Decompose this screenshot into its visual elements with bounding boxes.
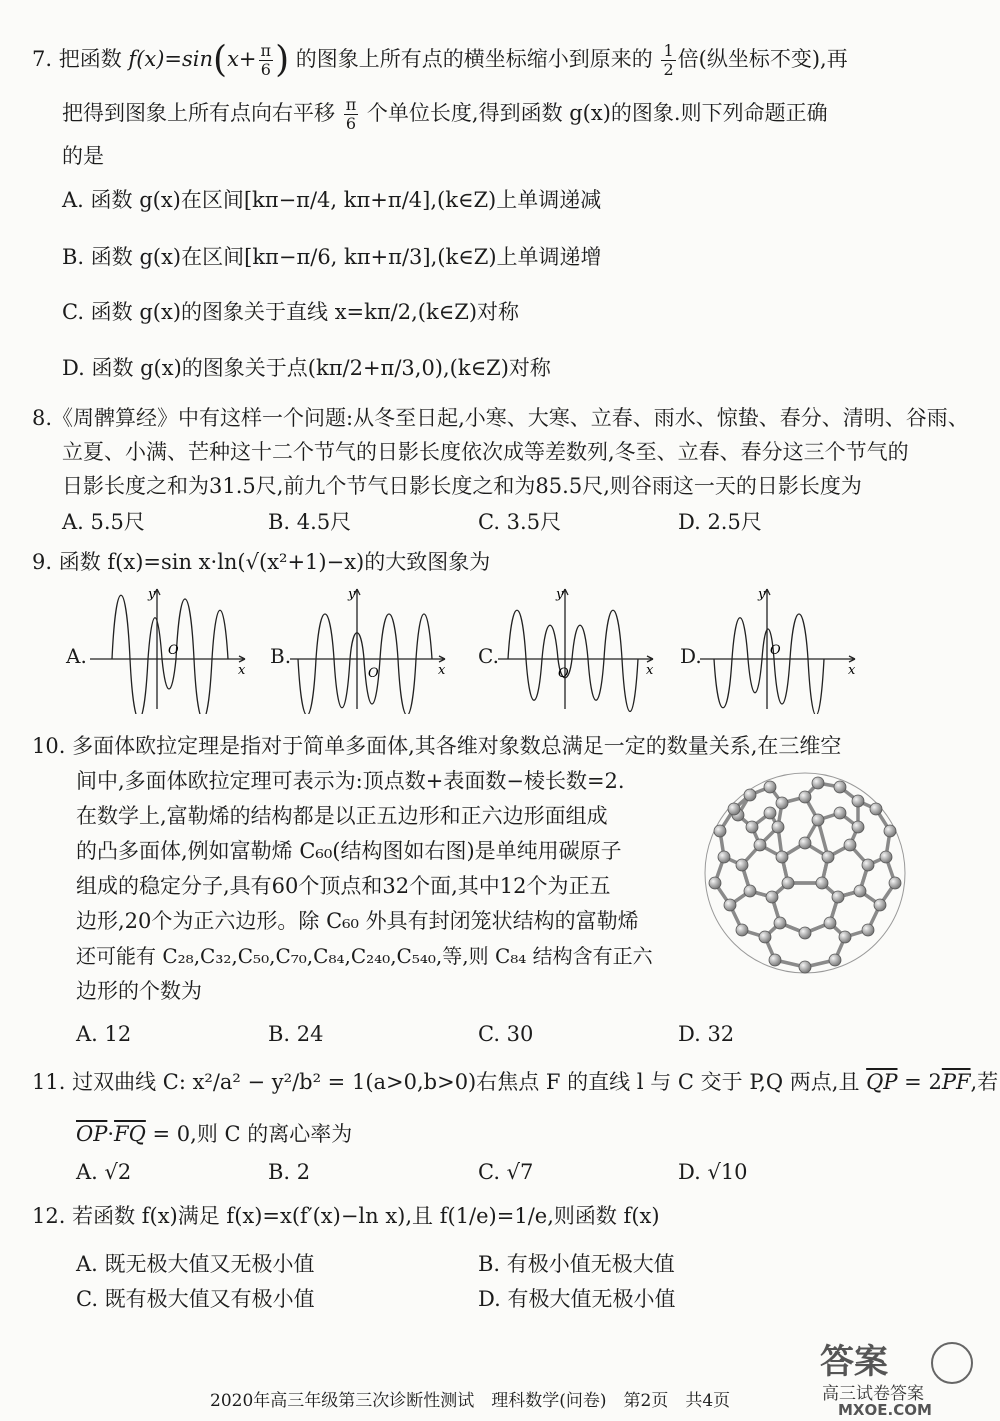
q7-paren-open: ( — [213, 39, 228, 81]
q9-a-axis-x: x — [238, 663, 246, 678]
q12-option-d: D. 有极大值无极小值 — [478, 1287, 676, 1311]
q7-number: 7. — [32, 47, 53, 71]
q9-c-origin: O — [558, 666, 569, 681]
watermark-text-1: 答案 — [820, 1342, 888, 1382]
q8-line-3: 日影长度之和为31.5尺,前九个节气日影长度之和为85.5尺,则谷雨这一天的日影长度为 — [62, 474, 862, 498]
q10-line-3: 在数学上,富勒烯的结构都是以正五边形和正六边形面组成 — [76, 804, 608, 828]
q7-text-1a: 把函数 — [58, 47, 122, 71]
q11-vector-fq: $\overline{FQ}$ — [114, 1122, 146, 1146]
q9-b-origin: O — [368, 666, 379, 681]
q8-option-c: C. 3.5尺 — [478, 510, 562, 534]
q11-vector-pf: $\overline{PF}$ — [941, 1070, 971, 1094]
q9-d-axis-x: x — [848, 663, 856, 678]
q12-option-a: A. 既无极大值又无极小值 — [76, 1252, 315, 1276]
q9-a-origin: O — [168, 643, 179, 658]
q9-c-axis-y: y — [556, 587, 564, 602]
watermark-text-3: MXQE.COM — [838, 1401, 932, 1415]
q9-label-c: C. — [478, 644, 499, 668]
q8-option-a: A. 5.5尺 — [62, 510, 145, 534]
watermark-logo — [800, 1335, 980, 1415]
q11-option-b: B. 2 — [268, 1160, 311, 1184]
q7-line-1 — [32, 39, 848, 81]
q10-line-1: 10. 多面体欧拉定理是指对于简单多面体,其各维对象数总满足一定的数量关系,在三维空 — [32, 734, 842, 758]
q7-func: f(x)=sin — [128, 47, 214, 71]
q11-option-a: A. √2 — [76, 1160, 132, 1184]
q10-line-8: 边形的个数为 — [76, 979, 202, 1003]
q9-label-d: D. — [680, 644, 702, 668]
fullerene-image — [690, 765, 920, 984]
q11-text-1: 11. 过双曲线 C: x²/a² − y²/b² = 1(a>0,b>0)右焦点 F 的直线 l 与 C 交于 P,Q 两点,且 — [32, 1070, 860, 1094]
q11-line-1 — [32, 1068, 998, 1096]
q7-option-b: B. 函数 g(x)在区间[kπ−π/6, kπ+π/3],(k∈Z)上单调递增 — [62, 245, 602, 269]
q11-vector-qp: $\overline{QP}$ — [866, 1070, 898, 1094]
q10-option-d: D. 32 — [678, 1022, 735, 1046]
q7-inner: x+ — [227, 47, 257, 71]
q7-line-3: 的是 — [62, 144, 104, 168]
q8-line-1: 8.《周髀算经》中有这样一个问题:从冬至日起,小寒、大寒、立春、雨水、惊蛰、春分、清明、谷雨、 — [32, 406, 969, 430]
q10-option-c: C. 30 — [478, 1022, 534, 1046]
q7-option-c: C. 函数 g(x)的图象关于直线 x=kπ/2,(k∈Z)对称 — [62, 300, 520, 324]
q9-label-b: B. — [270, 644, 292, 668]
q9-b-axis-x: x — [438, 663, 446, 678]
q9-graph-d — [700, 584, 860, 714]
q11-text-2: = 0,则 C 的离心率为 — [145, 1122, 353, 1146]
q7-option-d: D. 函数 g(x)的图象关于点(kπ/2+π/3,0),(k∈Z)对称 — [62, 356, 551, 380]
q11-tail: ,若 — [970, 1070, 999, 1094]
q9-graph-a — [90, 584, 250, 714]
q11-line-2 — [76, 1120, 352, 1148]
q7-half: $\frac{1}{2}$ — [663, 41, 674, 79]
q7-pi-over-6: $\frac{\pi}{6}$ — [260, 41, 272, 79]
q11-dot: · — [107, 1122, 115, 1146]
q8-option-b: B. 4.5尺 — [268, 510, 352, 534]
q9-label-a: A. — [66, 644, 87, 668]
q12-option-b: B. 有极小值无极大值 — [478, 1252, 675, 1276]
q12-option-c: C. 既有极大值又有极小值 — [76, 1287, 315, 1311]
q10-line-4: 的凸多面体,例如富勒烯 C₆₀(结构图如右图)是单纯用碳原子 — [76, 839, 622, 863]
q12-stem: 12. 若函数 f(x)满足 f(x)=x(f′(x)−ln x),且 f(1/e)=1/e,则函数 f(x) — [32, 1204, 660, 1228]
q11-vector-op: $\overline{OP}$ — [76, 1122, 108, 1146]
q7-paren-close: ) — [275, 39, 290, 81]
q9-b-axis-y: y — [348, 587, 356, 602]
q7-text-2b: 个单位长度,得到函数 g(x)的图象.则下列命题正确 — [366, 101, 828, 125]
q9-a-axis-y: y — [148, 587, 156, 602]
q9-d-axis-y: y — [758, 587, 766, 602]
q9-graph-c — [498, 584, 658, 714]
q11-option-c: C. √7 — [478, 1160, 534, 1184]
page-footer: 2020年高三年级第三次诊断性测试 理科数学(问卷) 第2页 共4页 — [210, 1391, 731, 1411]
q7-text-1b: 的图象上所有点的横坐标缩小到原来的 — [295, 47, 653, 71]
q9-graph-b — [290, 584, 450, 714]
q10-option-a: A. 12 — [76, 1022, 132, 1046]
q9-d-origin: O — [770, 643, 781, 658]
q7-text-2a: 把得到图象上所有点向右平移 — [62, 101, 335, 125]
q8-line-2: 立夏、小满、芒种这十二个节气的日影长度依次成等差数列,冬至、立春、春分这三个节气的 — [62, 440, 909, 464]
q9-c-axis-x: x — [646, 663, 654, 678]
q9-stem: 9. 函数 f(x)=sin x·ln(√(x²+1)−x)的大致图象为 — [32, 550, 491, 574]
q10-line-6: 边形,20个为正六边形。除 C₆₀ 外具有封闭笼状结构的富勒烯 — [76, 909, 639, 933]
q8-option-d: D. 2.5尺 — [678, 510, 762, 534]
q10-option-b: B. 24 — [268, 1022, 324, 1046]
q7-line-2 — [62, 96, 828, 133]
q11-eq1: = 2 — [897, 1070, 942, 1094]
q7-shift: $\frac{\pi}{6}$ — [345, 95, 357, 133]
watermark-text-2: 高三试卷答案 — [822, 1384, 924, 1404]
q11-option-d: D. √10 — [678, 1160, 748, 1184]
q10-line-5: 组成的稳定分子,具有60个顶点和32个面,其中12个为正五 — [76, 874, 611, 898]
q10-line-2: 间中,多面体欧拉定理可表示为:顶点数+表面数−棱长数=2. — [76, 769, 625, 793]
fullerene-atoms — [709, 777, 901, 973]
q7-option-a: A. 函数 g(x)在区间[kπ−π/4, kπ+π/4],(k∈Z)上单调递减 — [62, 188, 602, 212]
q7-text-1c: 倍(纵坐标不变),再 — [677, 47, 848, 71]
q10-line-7: 还可能有 C₂₈,C₃₂,C₅₀,C₇₀,C₈₄,C₂₄₀,C₅₄₀,等,则 C₈₄ 结构含有正六 — [76, 944, 653, 968]
